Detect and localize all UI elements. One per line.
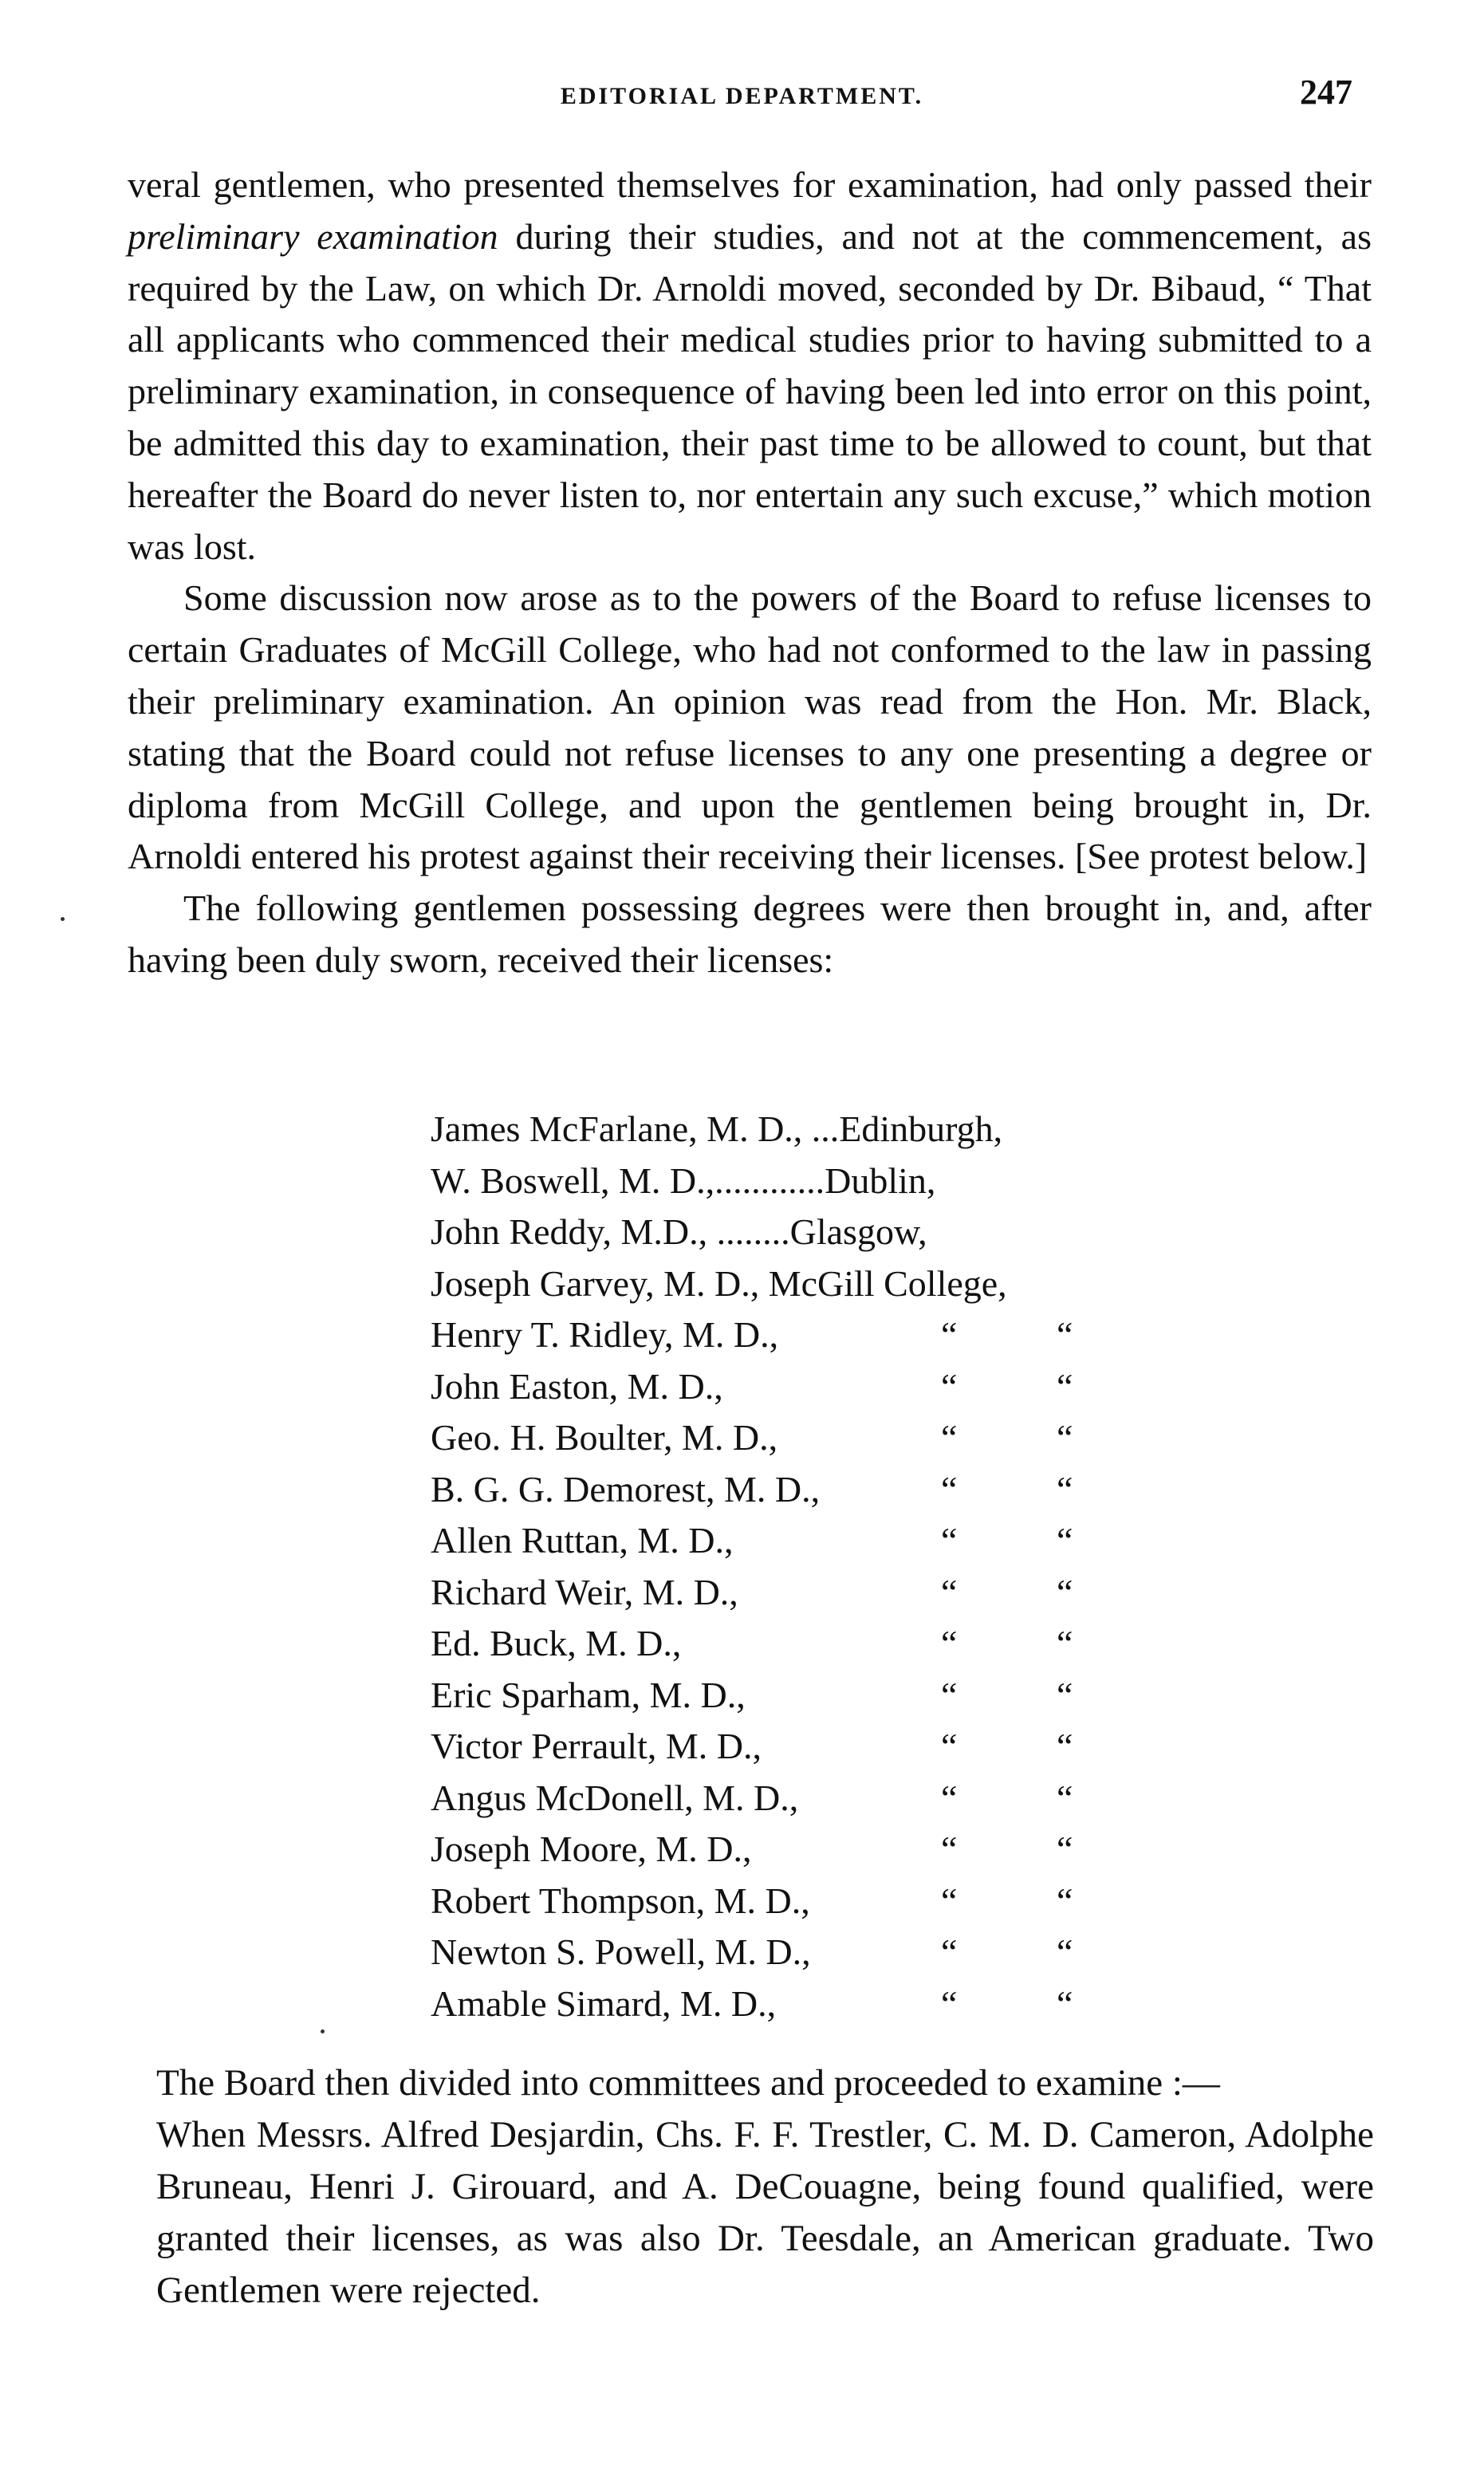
margin-mark bbox=[61, 917, 65, 921]
ditto-mark: “ bbox=[1057, 1571, 1073, 1612]
ditto-mark: “ bbox=[1057, 1314, 1073, 1355]
license-name: Newton S. Powell, M. D., bbox=[431, 1931, 811, 1972]
ditto-mark: “ bbox=[941, 1674, 958, 1715]
ditto-mark: “ bbox=[1057, 1417, 1073, 1458]
license-row bbox=[431, 1876, 1148, 1927]
license-name: B. G. G. Demorest, M. D., bbox=[431, 1468, 821, 1510]
license-row bbox=[431, 1515, 1148, 1567]
license-name: Allen Ruttan, M. D., bbox=[431, 1520, 734, 1561]
license-name: Ed. Buck, M. D., bbox=[431, 1623, 682, 1663]
ditto-mark: “ bbox=[941, 1520, 958, 1561]
license-name: Henry T. Ridley, M. D., bbox=[431, 1314, 779, 1355]
ditto-mark: “ bbox=[1057, 1777, 1073, 1818]
license-name: Victor Perrault, M. D., bbox=[431, 1726, 762, 1766]
license-row bbox=[431, 1773, 1148, 1825]
license-row bbox=[431, 1721, 1148, 1773]
ditto-mark: “ bbox=[1057, 1982, 1073, 2024]
license-name: Geo. H. Boulter, M. D., bbox=[431, 1417, 778, 1458]
ditto-mark: “ bbox=[1057, 1829, 1073, 1869]
ditto-mark: “ bbox=[1057, 1365, 1073, 1407]
ditto-mark: “ bbox=[941, 1365, 958, 1407]
body-text bbox=[128, 159, 1372, 986]
page-header bbox=[0, 0, 1484, 120]
ditto-mark: “ bbox=[941, 1726, 958, 1766]
ditto-mark: “ bbox=[941, 1623, 958, 1663]
license-name: Joseph Moore, M. D., bbox=[431, 1829, 752, 1869]
paragraph-committees: The Board then divided into committees and proceeded to examine :— bbox=[156, 2062, 1220, 2104]
paragraph-results: When Messrs. Alfred Desjardin, Chs. F. F. Trestler, C. M. D. Cameron, Adolphe Bruneau, Henri J. Girouard, and A. DeCouagne, being found qualified, were granted their licenses, as was also Dr. Teesdale, an American graduate. Two Gentlemen were rejected. bbox=[156, 2114, 1374, 2311]
license-entry: Joseph Garvey, M. D., McGill College, bbox=[431, 1262, 1007, 1304]
license-row bbox=[431, 1309, 1148, 1361]
ditto-mark: “ bbox=[941, 1417, 958, 1458]
license-name: John Easton, M. D., bbox=[431, 1365, 723, 1407]
ditto-mark: “ bbox=[1057, 1623, 1073, 1663]
license-entry: W. Boswell, M. D.,............Dublin, bbox=[431, 1159, 936, 1201]
paragraph-discussion: Some discussion now arose as to the powers of the Board to refuse licenses to certain Graduates of McGill College, who had not conformed to the law in passing their preliminary examination. An opinion was read from the Hon. Mr. Black, stating that the Board could not refuse licenses to any one presenting a degree or diploma from McGill College, and upon the gentlemen being brought in, Dr. Arnoldi entered his protest against their receiving their licenses. [See protest below.] bbox=[128, 577, 1372, 877]
ditto-mark: “ bbox=[941, 1931, 958, 1972]
license-row bbox=[431, 1670, 1148, 1722]
paragraph-licenses-intro: The following gentlemen possessing degrees were then brought in, and, after having been duly sworn, received their licenses: bbox=[128, 888, 1372, 980]
license-name: Amable Simard, M. D., bbox=[431, 1982, 777, 2024]
license-row bbox=[431, 1567, 1148, 1619]
license-row bbox=[431, 1464, 1148, 1516]
license-row bbox=[431, 1155, 1148, 1207]
ditto-mark: “ bbox=[1057, 1520, 1073, 1561]
license-row bbox=[431, 1207, 1148, 1258]
closing-text bbox=[156, 2057, 1374, 2317]
license-row bbox=[431, 1824, 1148, 1876]
license-row bbox=[431, 1927, 1148, 1978]
license-row bbox=[431, 1978, 1148, 2030]
license-row bbox=[431, 1361, 1148, 1413]
ditto-mark: “ bbox=[941, 1982, 958, 2024]
ditto-mark: “ bbox=[1057, 1726, 1073, 1766]
paragraph-text: during their studies, and not at the commencement, as required by the Law, on which Dr. Arnoldi moved, seconded by Dr. Bibaud, “ That all applicants who commenced their medical studies prior to having submitted to a preliminary examination, in consequence of having been led into error on this point, be admitted this day to examination, their past time to be allowed to count, but that hereafter the Board do never listen to, nor entertain any such excuse,” which motion was lost. bbox=[128, 215, 1372, 567]
license-row bbox=[431, 1618, 1148, 1670]
license-entry: James McFarlane, M. D., ...Edinburgh, bbox=[431, 1108, 1003, 1149]
license-row bbox=[431, 1412, 1148, 1464]
ditto-mark: “ bbox=[1057, 1931, 1073, 1972]
license-name: Eric Sparham, M. D., bbox=[431, 1674, 746, 1715]
license-list bbox=[431, 1104, 1148, 2029]
italic-phrase: preliminary examination bbox=[128, 215, 498, 257]
paragraph-continued bbox=[128, 159, 1372, 573]
page-number: 247 bbox=[1300, 73, 1352, 112]
license-name: Robert Thompson, M. D., bbox=[431, 1880, 810, 1921]
ditto-mark: “ bbox=[941, 1880, 958, 1921]
ditto-mark: “ bbox=[941, 1468, 958, 1510]
license-name: Angus McDonell, M. D., bbox=[431, 1777, 799, 1818]
ditto-mark: “ bbox=[941, 1829, 958, 1869]
ditto-mark: “ bbox=[941, 1314, 958, 1355]
license-row bbox=[431, 1104, 1148, 1155]
ditto-mark: “ bbox=[1057, 1880, 1073, 1921]
ditto-mark: “ bbox=[941, 1571, 958, 1612]
license-row bbox=[431, 1258, 1148, 1310]
ditto-mark: “ bbox=[1057, 1468, 1073, 1510]
ditto-mark: “ bbox=[941, 1777, 958, 1818]
license-entry: John Reddy, M.D., ........Glasgow, bbox=[431, 1211, 927, 1252]
paragraph-text: veral gentlemen, who presented themselves for examination, had only passed their bbox=[128, 164, 1372, 205]
running-head: EDITORIAL DEPARTMENT. bbox=[560, 83, 924, 109]
ditto-mark: “ bbox=[1057, 1674, 1073, 1715]
license-name: Richard Weir, M. D., bbox=[431, 1571, 738, 1612]
margin-mark bbox=[321, 2029, 325, 2033]
